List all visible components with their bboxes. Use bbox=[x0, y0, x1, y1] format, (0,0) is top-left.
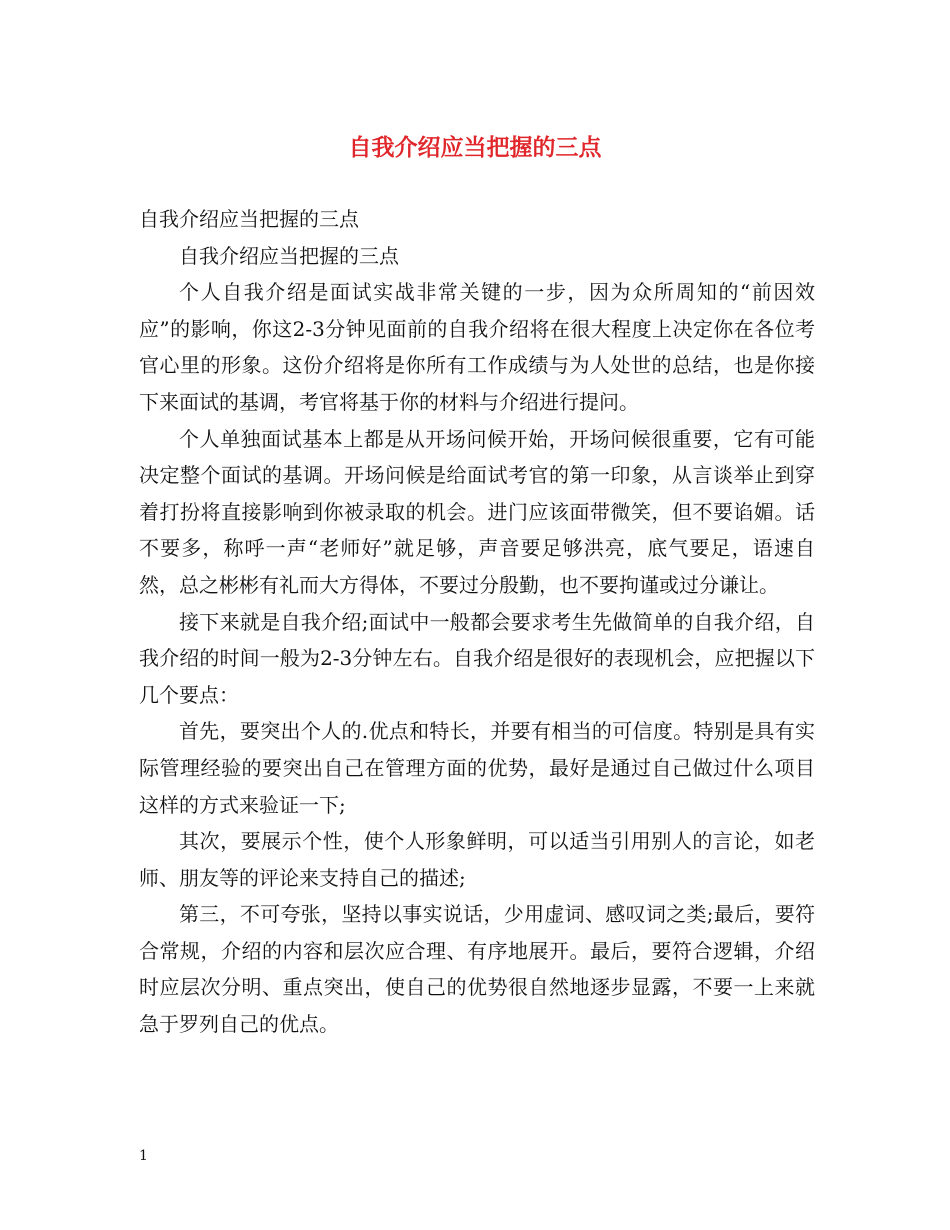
document-body bbox=[139, 201, 815, 1043]
paragraph-heading: 自我介绍应当把握的三点 bbox=[139, 207, 359, 231]
paragraph: 接下来就是自我介绍;面试中一般都会要求考生先做简单的自我介绍，自我介绍的时间一般为2-3分钟左右。自我介绍是很好的表现机会，应把握以下几个要点： bbox=[139, 609, 815, 707]
page-number: 1 bbox=[139, 1148, 148, 1164]
paragraph: 个人单独面试基本上都是从开场问候开始，开场问候很重要，它有可能决定整个面试的基调。开场问候是给面试考官的第一印象，从言谈举止到穿着打扮将直接影响到你被录取的机会。进门应该面带微笑，但不要谄媚。话不要多，称呼一声“老师好”就足够，声音要足够洪亮，底气要足，语速自然，总之彬彬有礼而大方得体，不要过分殷勤，也不要拘谨或过分谦让。 bbox=[139, 426, 815, 597]
paragraph: 其次，要展示个性，使个人形象鲜明，可以适当引用别人的言论，如老师、朋友等的评论来支持自己的描述; bbox=[139, 829, 815, 890]
document-title: 自我介绍应当把握的三点 bbox=[348, 134, 602, 161]
paragraph: 第三，不可夸张，坚持以事实说话，少用虚词、感叹词之类;最后，要符合常规，介绍的内容和层次应合理、有序地展开。最后，要符合逻辑，介绍时应层次分明、重点突出，使自己的优势很自然地逐步显露，不要一上来就急于罗列自己的优点。 bbox=[139, 902, 815, 1037]
paragraph-subheading: 自我介绍应当把握的三点 bbox=[179, 243, 399, 268]
paragraph: 首先，要突出个人的.优点和特长，并要有相当的可信度。特别是具有实际管理经验的要突出自己在管理方面的优势，最好是通过自己做过什么项目这样的方式来验证一下; bbox=[139, 719, 815, 817]
paragraph: 个人自我介绍是面试实战非常关键的一步，因为众所周知的“前因效应”的影响，你这2-3分钟见面前的自我介绍将在很大程度上决定你在各位考官心里的形象。这份介绍将是你所有工作成绩与为人处世的总结，也是你接下来面试的基调，考官将基于你的材料与介绍进行提问。 bbox=[139, 280, 815, 414]
